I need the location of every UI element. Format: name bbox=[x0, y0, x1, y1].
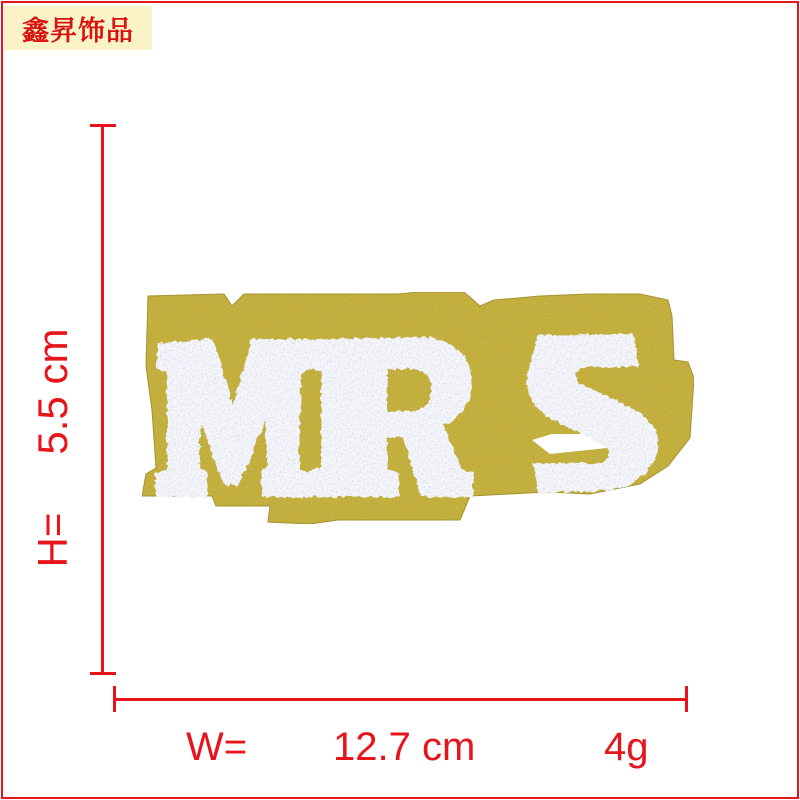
brand-text: 鑫昇饰品 bbox=[22, 15, 134, 47]
letter-r bbox=[306, 336, 472, 496]
width-label: W= bbox=[186, 725, 248, 769]
height-dimension-line bbox=[101, 125, 104, 675]
height-value: 5.5 cm bbox=[29, 328, 76, 455]
mrs-chenille-patch bbox=[120, 270, 710, 540]
height-measurement bbox=[29, 329, 77, 568]
weight-value: 4g bbox=[604, 725, 649, 769]
width-dimension-cap-right bbox=[685, 686, 688, 712]
width-dimension-line bbox=[114, 698, 688, 701]
height-dimension-cap-bottom bbox=[90, 672, 116, 675]
width-value: 12.7 cm bbox=[333, 725, 476, 769]
brand-watermark bbox=[4, 6, 152, 50]
height-label: H= bbox=[29, 512, 76, 568]
